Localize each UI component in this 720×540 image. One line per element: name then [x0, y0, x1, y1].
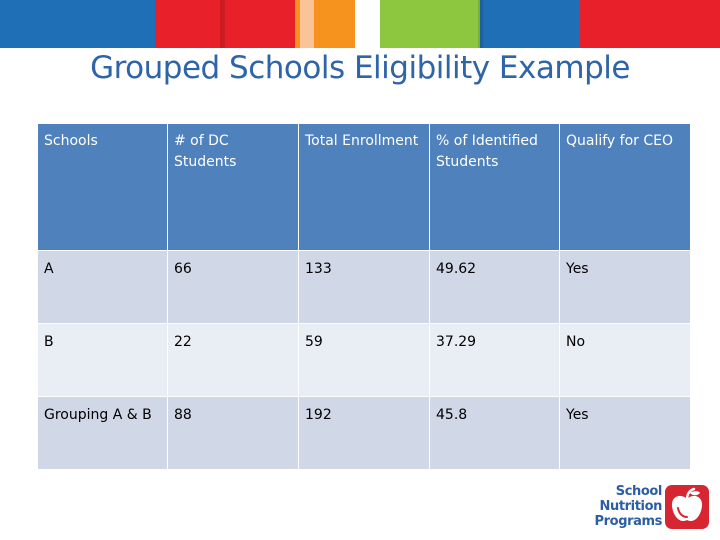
table-cell: 45.8 [430, 397, 560, 470]
school-nutrition-programs-logo [590, 484, 712, 532]
page-title: Grouped Schools Eligibility Example [90, 50, 630, 86]
table-header-row [38, 124, 691, 251]
header-segment-red-right [580, 0, 720, 48]
table-cell: 37.29 [430, 324, 560, 397]
table-cell: Yes [560, 251, 691, 324]
table-cell: 49.62 [430, 251, 560, 324]
table-cell: B [38, 324, 168, 397]
table-cell: Grouping A & B [38, 397, 168, 470]
header-segment-red-left [155, 0, 295, 48]
logo-text-line: Nutrition [599, 499, 662, 514]
apple-icon [664, 484, 710, 530]
table-row [38, 251, 691, 324]
table-cell: 192 [299, 397, 430, 470]
header-segment-blue-left [0, 0, 155, 48]
eligibility-table [37, 123, 691, 470]
table-row [38, 324, 691, 397]
table-cell: Yes [560, 397, 691, 470]
table-cell: 59 [299, 324, 430, 397]
logo-text [590, 484, 662, 529]
header-segment-green [380, 0, 480, 48]
table-cell: A [38, 251, 168, 324]
logo-text-line: School [615, 484, 662, 499]
header-segment-white-gap [355, 0, 380, 48]
column-header-identified-percent: % of Identified Students [430, 124, 560, 251]
column-header-qualify-ceo: Qualify for CEO [560, 124, 691, 251]
header-segment-peach [300, 0, 314, 48]
table-cell: No [560, 324, 691, 397]
column-header-schools: Schools [38, 124, 168, 251]
logo-text-line: Programs [594, 514, 662, 529]
column-header-dc-students: # of DC Students [168, 124, 299, 251]
table-cell: 22 [168, 324, 299, 397]
header-segment-blue-right [480, 0, 580, 48]
table-cell: 66 [168, 251, 299, 324]
table-row [38, 397, 691, 470]
table-cell: 88 [168, 397, 299, 470]
table-cell: 133 [299, 251, 430, 324]
column-header-total-enrollment: Total Enrollment [299, 124, 430, 251]
header-color-bar [0, 0, 720, 48]
